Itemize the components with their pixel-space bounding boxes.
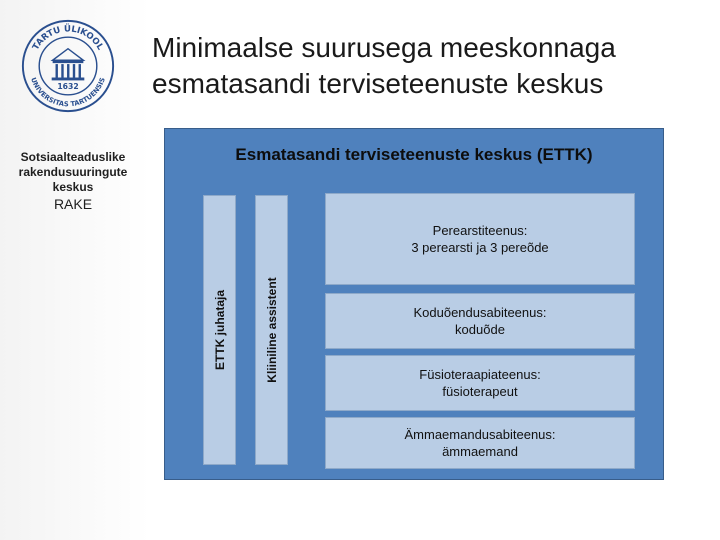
service-staff: ämmaemand bbox=[442, 444, 518, 459]
seal-text-bottom: UNIVERSITAS TARTUENSIS bbox=[29, 76, 107, 109]
vertical-box-manager bbox=[203, 195, 236, 465]
service-box-midwifery bbox=[325, 417, 635, 469]
service-title: Perearstiteenus: bbox=[432, 223, 528, 238]
diagram-title: Esmatasandi terviseteenuste keskus (ETTK) bbox=[235, 145, 593, 164]
service-box-family-doctor bbox=[325, 193, 635, 285]
org-abbreviation: RAKE bbox=[53, 196, 93, 212]
slide-title bbox=[152, 30, 712, 102]
service-title: Koduõendusabiteenus: bbox=[413, 305, 547, 320]
service-title: Ämmaemandusabiteenus: bbox=[404, 427, 556, 442]
service-staff: füsioterapeut bbox=[442, 384, 518, 399]
org-line-3: keskus bbox=[52, 180, 94, 194]
service-staff: koduõde bbox=[455, 322, 505, 337]
org-line-2: rakendusuuringute bbox=[18, 165, 128, 179]
seal-year: 1632 bbox=[57, 82, 79, 92]
vertical-box-clinical-assistant-label: Kliiniline assistent bbox=[264, 277, 279, 383]
seal-text-top: TARTU ÜLIKOOL bbox=[31, 24, 105, 53]
vertical-box-manager-label: ETTK juhataja bbox=[212, 289, 227, 371]
service-box-physiotherapy bbox=[325, 355, 635, 411]
service-staff: 3 perearsti ja 3 pereõde bbox=[411, 240, 549, 255]
slide-title-line-2: esmatasandi terviseteenuste keskus bbox=[152, 68, 604, 99]
organization-name bbox=[8, 150, 138, 212]
slide-title-line-1: Minimaalse suurusega meeskonnaga bbox=[152, 32, 616, 63]
service-title: Füsioteraapiateenus: bbox=[419, 367, 541, 382]
ettk-diagram bbox=[164, 128, 664, 480]
vertical-box-clinical-assistant bbox=[255, 195, 288, 465]
org-line-1: Sotsiaalteaduslike bbox=[20, 150, 126, 164]
service-box-home-nursing bbox=[325, 293, 635, 349]
university-seal-icon bbox=[20, 18, 116, 114]
